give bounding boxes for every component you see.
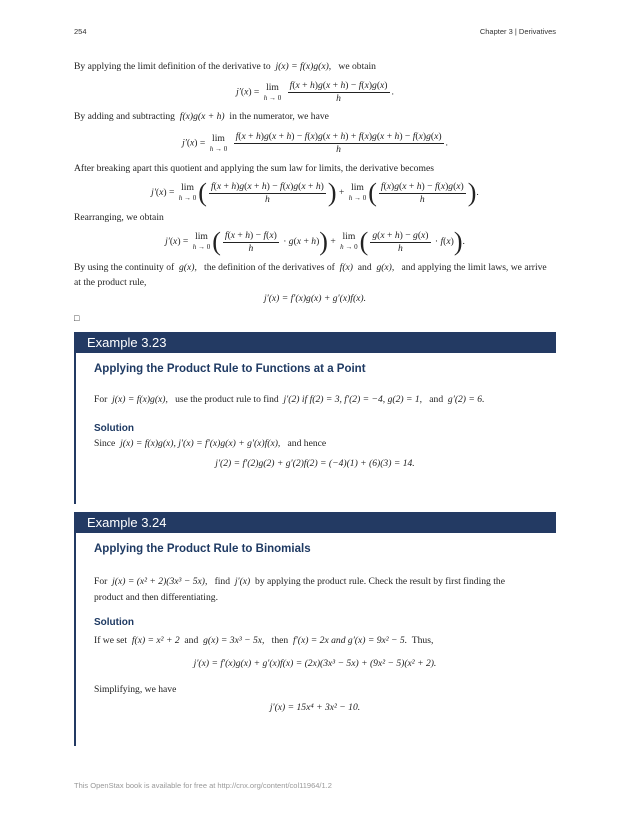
qed-box: □ [74, 313, 80, 323]
example-2-title: Applying the Product Rule to Binomials [94, 543, 311, 555]
example-2-solution-text: If we set f(x) = x² + 2 and g(x) = 3x³ − 5x, then f′(x) = 2x and g′(x) = 9x² − 5. Thus, [94, 635, 434, 646]
example-1-header: Example 3.23 [74, 332, 556, 353]
example-2-final: j′(x) = 15x⁴ + 3x² − 10. [269, 702, 361, 713]
example-1-problem: For j(x) = f(x)g(x), use the product rule to find j′(2) if f(2) = 3, f′(2) = −4, g(2) = 1, and g′(2) = 6. [94, 394, 485, 405]
proof-add-subtract: By adding and subtracting f(x)g(x + h) in the numerator, we have [74, 111, 329, 122]
example-2-solution-label: Solution [94, 617, 134, 628]
page-number: 254 [74, 27, 87, 36]
proof-continuity: By using the continuity of g(x), the definition of the derivatives of f(x) and g(x), and applying the limit laws, we arrive at the product rule, [74, 262, 547, 288]
example-2-header: Example 3.24 [74, 512, 556, 533]
example-1-result: j′(2) = f′(2)g(2) + g′(2)f(2) = (−4)(1) + (6)(3) = 14. [215, 458, 415, 469]
equation-limit-definition: j′(x) = lim h → 0 $\frac{f(x + h)g(x + h) - f(x)g(x)}{h}$ . [236, 80, 394, 104]
chapter-title: Chapter 3 | Derivatives [479, 27, 556, 36]
example-2-equation: j′(x) = f′(x)g(x) + g′(x)f(x) = (2x)(3x³ − 5x) + (9x² − 5)(x² + 2). [193, 658, 437, 669]
equation-product-rule: j′(x) = f′(x)g(x) + g′(x)f(x). [263, 293, 367, 304]
proof-sum-law: After breaking apart this quotient and applying the sum law for limits, the derivative becomes [74, 163, 434, 174]
example-1-solution-label: Solution [94, 423, 134, 434]
example-1-title: Applying the Product Rule to Functions at a Point [94, 363, 366, 375]
equation-add-subtract: j′(x) = lim h → 0 $\frac{f(x + h)g(x + h) - f(x)g(x + h) + f(x)g(x + h) - f(x)g(x)}{h}$ . [182, 131, 448, 155]
footer-note: This OpenStax book is available for free at http://cnx.org/content/col11964/1.2 [74, 781, 332, 790]
equation-rearranged: j′(x) = lim h → 0 ( $\frac{f(x + h) - f(x)}{h}$ · g(x + h)) + lim h → 0 ( $\frac{g(x + h) - g(x)}{h}$ · f(x)). [165, 227, 465, 256]
proof-rearranging: Rearranging, we obtain [74, 212, 164, 223]
equation-sum-law: j′(x) = lim h → 0 ( $\frac{f(x + h)g(x + h) - f(x)g(x + h)}{h}$ ) + lim h → 0 ( $\frac{f(x)g(x + h) - f(x)g(x)}{h}$ ). [151, 178, 479, 207]
proof-intro: By applying the limit definition of the derivative to j(x) = f(x)g(x), we obtain [74, 61, 376, 72]
example-2-simplifying: Simplifying, we have [94, 684, 177, 695]
example-1-solution-text: Since j(x) = f(x)g(x), j′(x) = f′(x)g(x) + g′(x)f(x), and hence [94, 438, 327, 449]
example-1-sidebar [74, 332, 76, 504]
example-2-problem: For j(x) = (x² + 2)(3x³ − 5x), find j′(x) by applying the product rule. Check the result by first finding the product and then differentiating. [94, 576, 505, 603]
example-2-sidebar [74, 512, 76, 746]
